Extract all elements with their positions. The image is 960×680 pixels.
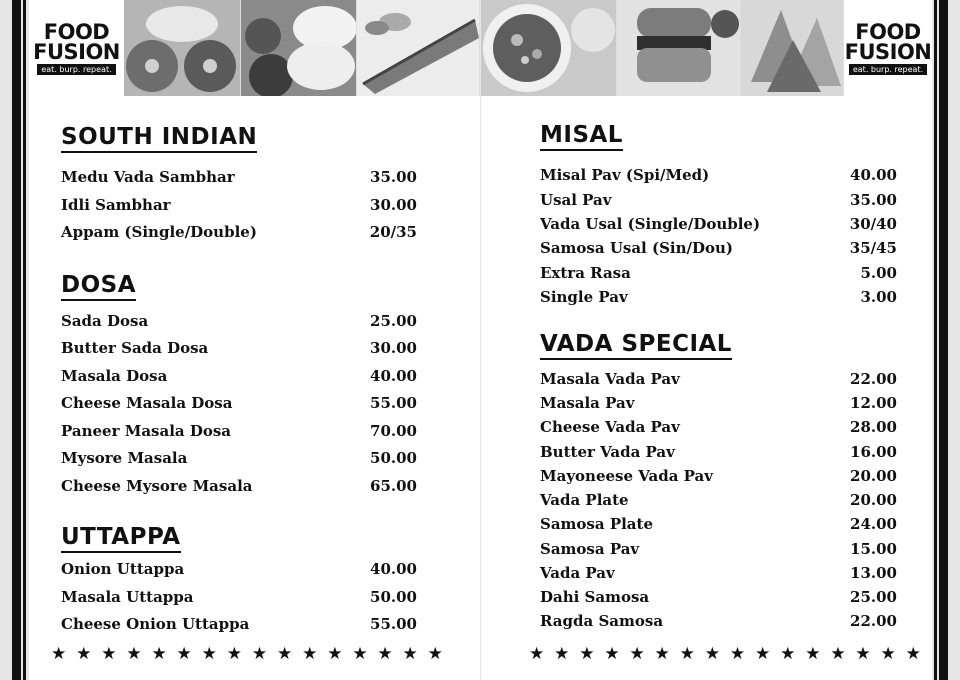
star-icon: ★ <box>302 644 318 664</box>
item-name: Paneer Masala Dosa <box>61 422 232 440</box>
menu-item <box>61 475 417 497</box>
menu-page-right <box>481 0 932 680</box>
star-icon: ★ <box>830 644 846 664</box>
item-price: 25.00 <box>850 588 897 606</box>
item-price: 55.00 <box>370 615 417 633</box>
star-icon: ★ <box>679 644 695 664</box>
item-name: Vada Pav <box>540 564 615 582</box>
item-price: 20.00 <box>850 491 897 509</box>
item-name: Butter Sada Dosa <box>61 339 209 357</box>
item-name: Misal Pav (Spi/Med) <box>540 166 710 184</box>
item-name: Cheese Mysore Masala <box>61 477 253 495</box>
brand-tagline: eat. burp. repeat. <box>849 64 927 75</box>
star-icon: ★ <box>427 644 443 664</box>
item-price: 50.00 <box>370 449 417 467</box>
item-name: Medu Vada Sambhar <box>61 168 235 186</box>
star-icon: ★ <box>905 644 921 664</box>
item-name: Idli Sambhar <box>61 196 171 214</box>
star-divider-left <box>51 644 443 664</box>
menu-item <box>540 441 897 463</box>
item-name: Single Pav <box>540 288 628 306</box>
menu-item <box>61 613 417 635</box>
menu-item <box>61 447 417 469</box>
menu-item <box>540 368 897 390</box>
dosa-photo <box>357 0 480 96</box>
left-border-bar <box>12 0 21 680</box>
brand-logo <box>29 0 124 96</box>
left-border-line <box>23 0 26 680</box>
star-icon: ★ <box>729 644 746 664</box>
item-price: 35.00 <box>850 191 897 209</box>
menu-item <box>61 420 417 442</box>
item-name: Extra Rasa <box>540 264 631 282</box>
menu-item <box>540 237 897 259</box>
brand-tagline: eat. burp. repeat. <box>37 64 115 75</box>
item-price: 3.00 <box>860 288 897 306</box>
section-title-dosa: DOSA <box>61 272 136 301</box>
star-icon: ★ <box>151 644 167 664</box>
menu-item <box>61 586 417 608</box>
menu-item <box>61 166 417 188</box>
item-name: Masala Uttappa <box>61 588 194 606</box>
brand-logo <box>844 0 932 96</box>
food-photo-banner <box>29 0 480 96</box>
menu-item <box>61 194 417 216</box>
star-divider-right <box>529 644 921 664</box>
menu-item <box>61 365 417 387</box>
star-icon: ★ <box>327 644 343 664</box>
star-icon: ★ <box>880 644 896 664</box>
item-price: 30.00 <box>370 196 417 214</box>
item-name: Samosa Pav <box>540 540 640 558</box>
star-icon: ★ <box>126 644 142 664</box>
star-icon: ★ <box>402 644 418 664</box>
item-price: 65.00 <box>370 477 417 495</box>
item-name: Samosa Plate <box>540 515 653 533</box>
item-price: 25.00 <box>370 312 417 330</box>
menu-item <box>540 286 897 308</box>
item-price: 12.00 <box>850 394 897 412</box>
menu-item <box>540 213 897 235</box>
star-icon: ★ <box>579 644 595 664</box>
menu-item <box>540 189 897 211</box>
item-name: Masala Dosa <box>61 367 168 385</box>
star-icon: ★ <box>604 644 620 664</box>
item-price: 22.00 <box>850 370 897 388</box>
star-icon: ★ <box>51 644 67 664</box>
section-title-misal: MISAL <box>540 122 623 151</box>
star-icon: ★ <box>377 644 393 664</box>
item-price: 15.00 <box>850 540 897 558</box>
menu-item <box>540 586 897 608</box>
star-icon: ★ <box>352 644 368 664</box>
item-name: Cheese Onion Uttappa <box>61 615 250 633</box>
star-icon: ★ <box>554 644 570 664</box>
star-icon: ★ <box>529 644 545 664</box>
menu-item <box>61 337 417 359</box>
item-price: 20/35 <box>369 223 417 241</box>
item-name: Vada Plate <box>540 491 629 509</box>
star-icon: ★ <box>754 644 771 664</box>
item-price: 40.00 <box>370 367 417 385</box>
item-price: 30.00 <box>370 339 417 357</box>
menu-item <box>540 416 897 438</box>
star-icon: ★ <box>276 644 293 664</box>
item-price: 16.00 <box>850 443 897 461</box>
item-name: Masala Vada Pav <box>540 370 680 388</box>
item-name: Cheese Vada Pav <box>540 418 680 436</box>
item-price: 55.00 <box>370 394 417 412</box>
section-title-vada-special: VADA SPECIAL <box>540 331 732 360</box>
brand-line-2: FUSION <box>33 39 120 64</box>
section-title-uttappa: UTTAPPA <box>61 524 181 553</box>
menu-item <box>540 392 897 414</box>
star-icon: ★ <box>251 644 268 664</box>
brand-line-2: FUSION <box>844 39 932 64</box>
right-border-bar <box>939 0 948 680</box>
item-price: 22.00 <box>850 612 897 630</box>
menu-item <box>61 310 417 332</box>
menu-item <box>61 392 417 414</box>
samosa-photo <box>741 0 844 96</box>
section-title-south-indian: SOUTH INDIAN <box>61 124 257 153</box>
menu-item <box>540 489 897 511</box>
item-name: Vada Usal (Single/Double) <box>540 215 761 233</box>
brand-line-1: FOOD <box>855 19 921 44</box>
star-icon: ★ <box>226 644 243 664</box>
menu-item <box>61 221 417 243</box>
item-price: 28.00 <box>850 418 897 436</box>
item-name: Samosa Usal (Sin/Dou) <box>540 239 734 257</box>
star-icon: ★ <box>654 644 670 664</box>
item-name: Ragda Samosa <box>540 612 664 630</box>
item-price: 24.00 <box>850 515 897 533</box>
item-price: 30/40 <box>849 215 897 233</box>
item-price: 20.00 <box>850 467 897 485</box>
brand-line-1: FOOD <box>43 19 110 44</box>
item-name: Appam (Single/Double) <box>61 223 257 241</box>
item-price: 40.00 <box>370 560 417 578</box>
menu-item <box>540 538 897 560</box>
item-price: 5.00 <box>860 264 897 282</box>
menu-item <box>540 562 897 584</box>
item-name: Masala Pav <box>540 394 635 412</box>
item-name: Sada Dosa <box>61 312 149 330</box>
item-name: Dahi Samosa <box>540 588 650 606</box>
item-name: Mysore Masala <box>61 449 188 467</box>
misal-bowl-photo <box>481 0 617 96</box>
star-icon: ★ <box>780 644 796 664</box>
medu-vada-photo <box>124 0 241 96</box>
star-icon: ★ <box>629 644 645 664</box>
item-name: Usal Pav <box>540 191 612 209</box>
menu-item <box>540 164 897 186</box>
menu-item <box>61 558 417 580</box>
vada-pav-photo <box>617 0 741 96</box>
menu-item <box>540 610 897 632</box>
menu-item <box>540 465 897 487</box>
item-name: Butter Vada Pav <box>540 443 675 461</box>
star-icon: ★ <box>101 644 117 664</box>
idli-photo <box>241 0 357 96</box>
star-icon: ★ <box>176 644 192 664</box>
star-icon: ★ <box>704 644 721 664</box>
item-price: 40.00 <box>850 166 897 184</box>
item-name: Onion Uttappa <box>61 560 185 578</box>
item-price: 35/45 <box>849 239 897 257</box>
menu-item <box>540 262 897 284</box>
right-border-line <box>934 0 937 680</box>
star-icon: ★ <box>201 644 217 664</box>
item-price: 70.00 <box>370 422 417 440</box>
star-icon: ★ <box>805 644 821 664</box>
star-icon: ★ <box>855 644 871 664</box>
item-name: Mayoneese Vada Pav <box>540 467 713 485</box>
star-icon: ★ <box>76 644 92 664</box>
food-photo-banner <box>481 0 932 96</box>
item-name: Cheese Masala Dosa <box>61 394 233 412</box>
menu-item <box>540 513 897 535</box>
menu-page-left <box>29 0 480 680</box>
item-price: 13.00 <box>850 564 897 582</box>
item-price: 35.00 <box>370 168 417 186</box>
item-price: 50.00 <box>370 588 417 606</box>
